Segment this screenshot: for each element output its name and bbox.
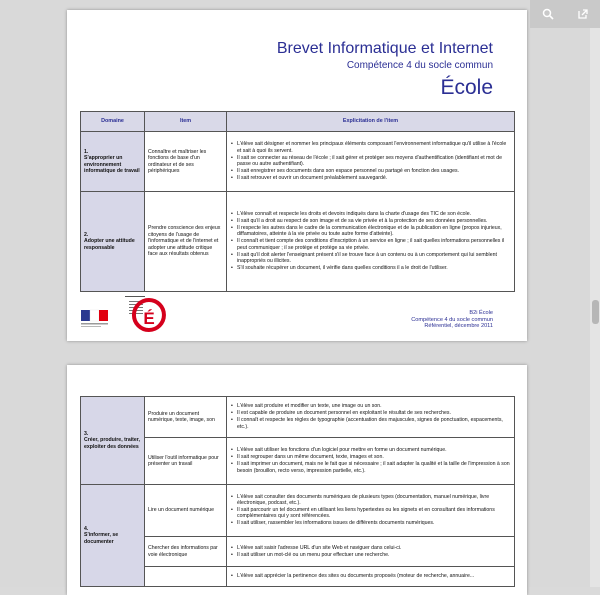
list-item: • L'élève connaît et respecte les droits et devoirs indiqués dans la charte d'usage des TIC de son école.	[237, 211, 511, 217]
domain-cell: 2. Adopter une attitude responsable	[81, 192, 145, 292]
explanation-cell	[227, 397, 515, 438]
footer-text	[411, 310, 493, 330]
list-item: • Il sait imprimer un document, mais ne le fait que si nécessaire ; il sait adapter la qualité et la taille de l'impression à son besoin (brouillon, recto verso, impression partielle, etc.).	[237, 461, 511, 474]
domain-cell: 3. Créer, produire, traiter, exploiter des données	[81, 397, 145, 485]
list-item: • Il sait qu'il doit alerter l'enseignant présent s'il se trouve face à un contenu ou à un comportement qui lui semblent inappropriés ou illicites.	[237, 252, 511, 265]
explanation-cell	[227, 485, 515, 537]
header-explicitation: Explicitation de l'item	[227, 112, 515, 132]
list-item: • Il connaît et respecte les règles de typographie (accentuation des majuscules, signes de ponctuation, espacements, etc.).	[237, 417, 511, 430]
explanation-cell	[227, 438, 515, 485]
list-item: • Il sait parcourir un tel document en utilisant les liens hypertextes ou les signets et en consultant des informations complémentaires qui y sont référencées.	[237, 507, 511, 520]
explanation-cell	[227, 192, 515, 292]
item-cell: Produire un document numérique, texte, image, son	[145, 397, 227, 438]
list-item: • Il connaît et tient compte des conditions d'inscription à un service en ligne ; il sait quelles informations personnelles il peut communiquer ; il se protège et protège sa vie privée.	[237, 238, 511, 251]
list-item: • Il sait regrouper dans un même document, texte, images et son.	[237, 454, 511, 460]
list-item: • Il sait enregistrer ses documents dans son espace personnel ou partagé en fonction des usages.	[237, 168, 511, 174]
footer-line: Compétence 4 du socle commun	[411, 316, 493, 323]
item-cell: Chercher des informations par voie électronique	[145, 537, 227, 567]
pdf-page-1	[67, 10, 527, 341]
explanation-cell	[227, 537, 515, 567]
list-item: • Il sait utiliser, rassembler les informations issues de différents documents numériques.	[237, 520, 511, 526]
item-cell	[145, 567, 227, 587]
competence-table-continued	[80, 396, 515, 587]
level-heading: École	[440, 76, 493, 99]
list-item: • Il sait retrouver et ouvrir un document préalablement sauvegardé.	[237, 175, 511, 181]
table-row	[81, 438, 515, 485]
item-cell: Utiliser l'outil informatique pour présenter un travail	[145, 438, 227, 485]
explanation-cell	[227, 567, 515, 587]
list-item: • Il sait qu'il a droit au respect de son image et de sa vie privée et à la protection de ses données personnelles.	[237, 218, 511, 224]
scrollbar-thumb[interactable]	[592, 300, 599, 324]
table-header-row	[81, 112, 515, 132]
item-cell: Prendre conscience des enjeux citoyens de l'usage de l'informatique et de l'internet et adopter une attitude critique face aux résultats obtenus	[145, 192, 227, 292]
list-item: • L'élève sait utiliser les fonctions d'un logiciel pour mettre en forme un document numérique.	[237, 447, 511, 453]
table-row	[81, 192, 515, 292]
header-domaine: Domaine	[81, 112, 145, 132]
page-subtitle: Compétence 4 du socle commun	[346, 60, 493, 71]
footer-line: Référentiel, décembre 2011	[424, 323, 493, 330]
open-in-new-button[interactable]	[572, 3, 594, 25]
competence-table	[80, 111, 515, 292]
zoom-button[interactable]	[537, 3, 559, 25]
table-row	[81, 485, 515, 537]
list-item: • L'élève sait saisir l'adresse URL d'un site Web et naviguer dans celui-ci.	[237, 545, 511, 551]
list-item: • L'élève sait désigner et nommer les principaux éléments composant l'environnement informatique qu'il utilise à l'école et sait à quoi ils servent.	[237, 141, 511, 154]
open-in-new-icon	[577, 8, 589, 20]
table-row	[81, 397, 515, 438]
explanation-cell	[227, 132, 515, 192]
list-item: • S'il souhaite récupérer un document, il vérifie dans quelles conditions il a le droit de l'utiliser.	[237, 265, 511, 271]
zoom-icon	[542, 8, 554, 20]
list-item: • Il sait utiliser un mot-clé ou un menu pour effectuer une recherche.	[237, 552, 511, 558]
pdf-page-2	[67, 365, 527, 595]
header-item: Item	[145, 112, 227, 132]
vertical-scrollbar[interactable]	[590, 0, 600, 587]
table-row	[81, 567, 515, 587]
viewer-toolbar	[530, 0, 600, 28]
list-item: • Il respecte les autres dans le cadre de la communication électronique et de la publication en ligne (propos injurieux, diffamatoires, atteinte à la vie privée ou toute autre forme d'atteinte).	[237, 225, 511, 238]
svg-text:É: É	[143, 309, 155, 328]
domain-cell: 4. S'informer, se documenter	[81, 485, 145, 587]
domain-cell: 1. S'approprier un environnement informatique de travail	[81, 132, 145, 192]
footer-logos	[79, 294, 179, 334]
table-row	[81, 537, 515, 567]
ministere-education-logo	[125, 296, 164, 330]
table-row	[81, 132, 515, 192]
item-cell: Connaître et maîtriser les fonctions de base d'un ordinateur et de ses périphériques	[145, 132, 227, 192]
list-item: • Il est capable de produire un document personnel en exploitant le résultat de ses recherches.	[237, 410, 511, 416]
list-item: • L'élève sait consulter des documents numériques de plusieurs types (documentation, manuel numérique, livre électronique, podcast, etc.).	[237, 494, 511, 507]
list-item: • L'élève sait apprécier la pertinence des sites ou documents proposés (moteur de recherche, annuaire...	[237, 573, 511, 579]
list-item: • Il sait se connecter au réseau de l'école ; il sait gérer et protéger ses moyens d'authentification (identifiant et mot de passe ou autre authentifiant).	[237, 155, 511, 168]
republique-francaise-logo	[81, 310, 108, 327]
item-cell: Lire un document numérique	[145, 485, 227, 537]
page-title: Brevet Informatique et Internet	[276, 40, 493, 57]
list-item: • L'élève sait produire et modifier un texte, une image ou un son.	[237, 403, 511, 409]
footer-line: B2i École	[469, 310, 493, 316]
